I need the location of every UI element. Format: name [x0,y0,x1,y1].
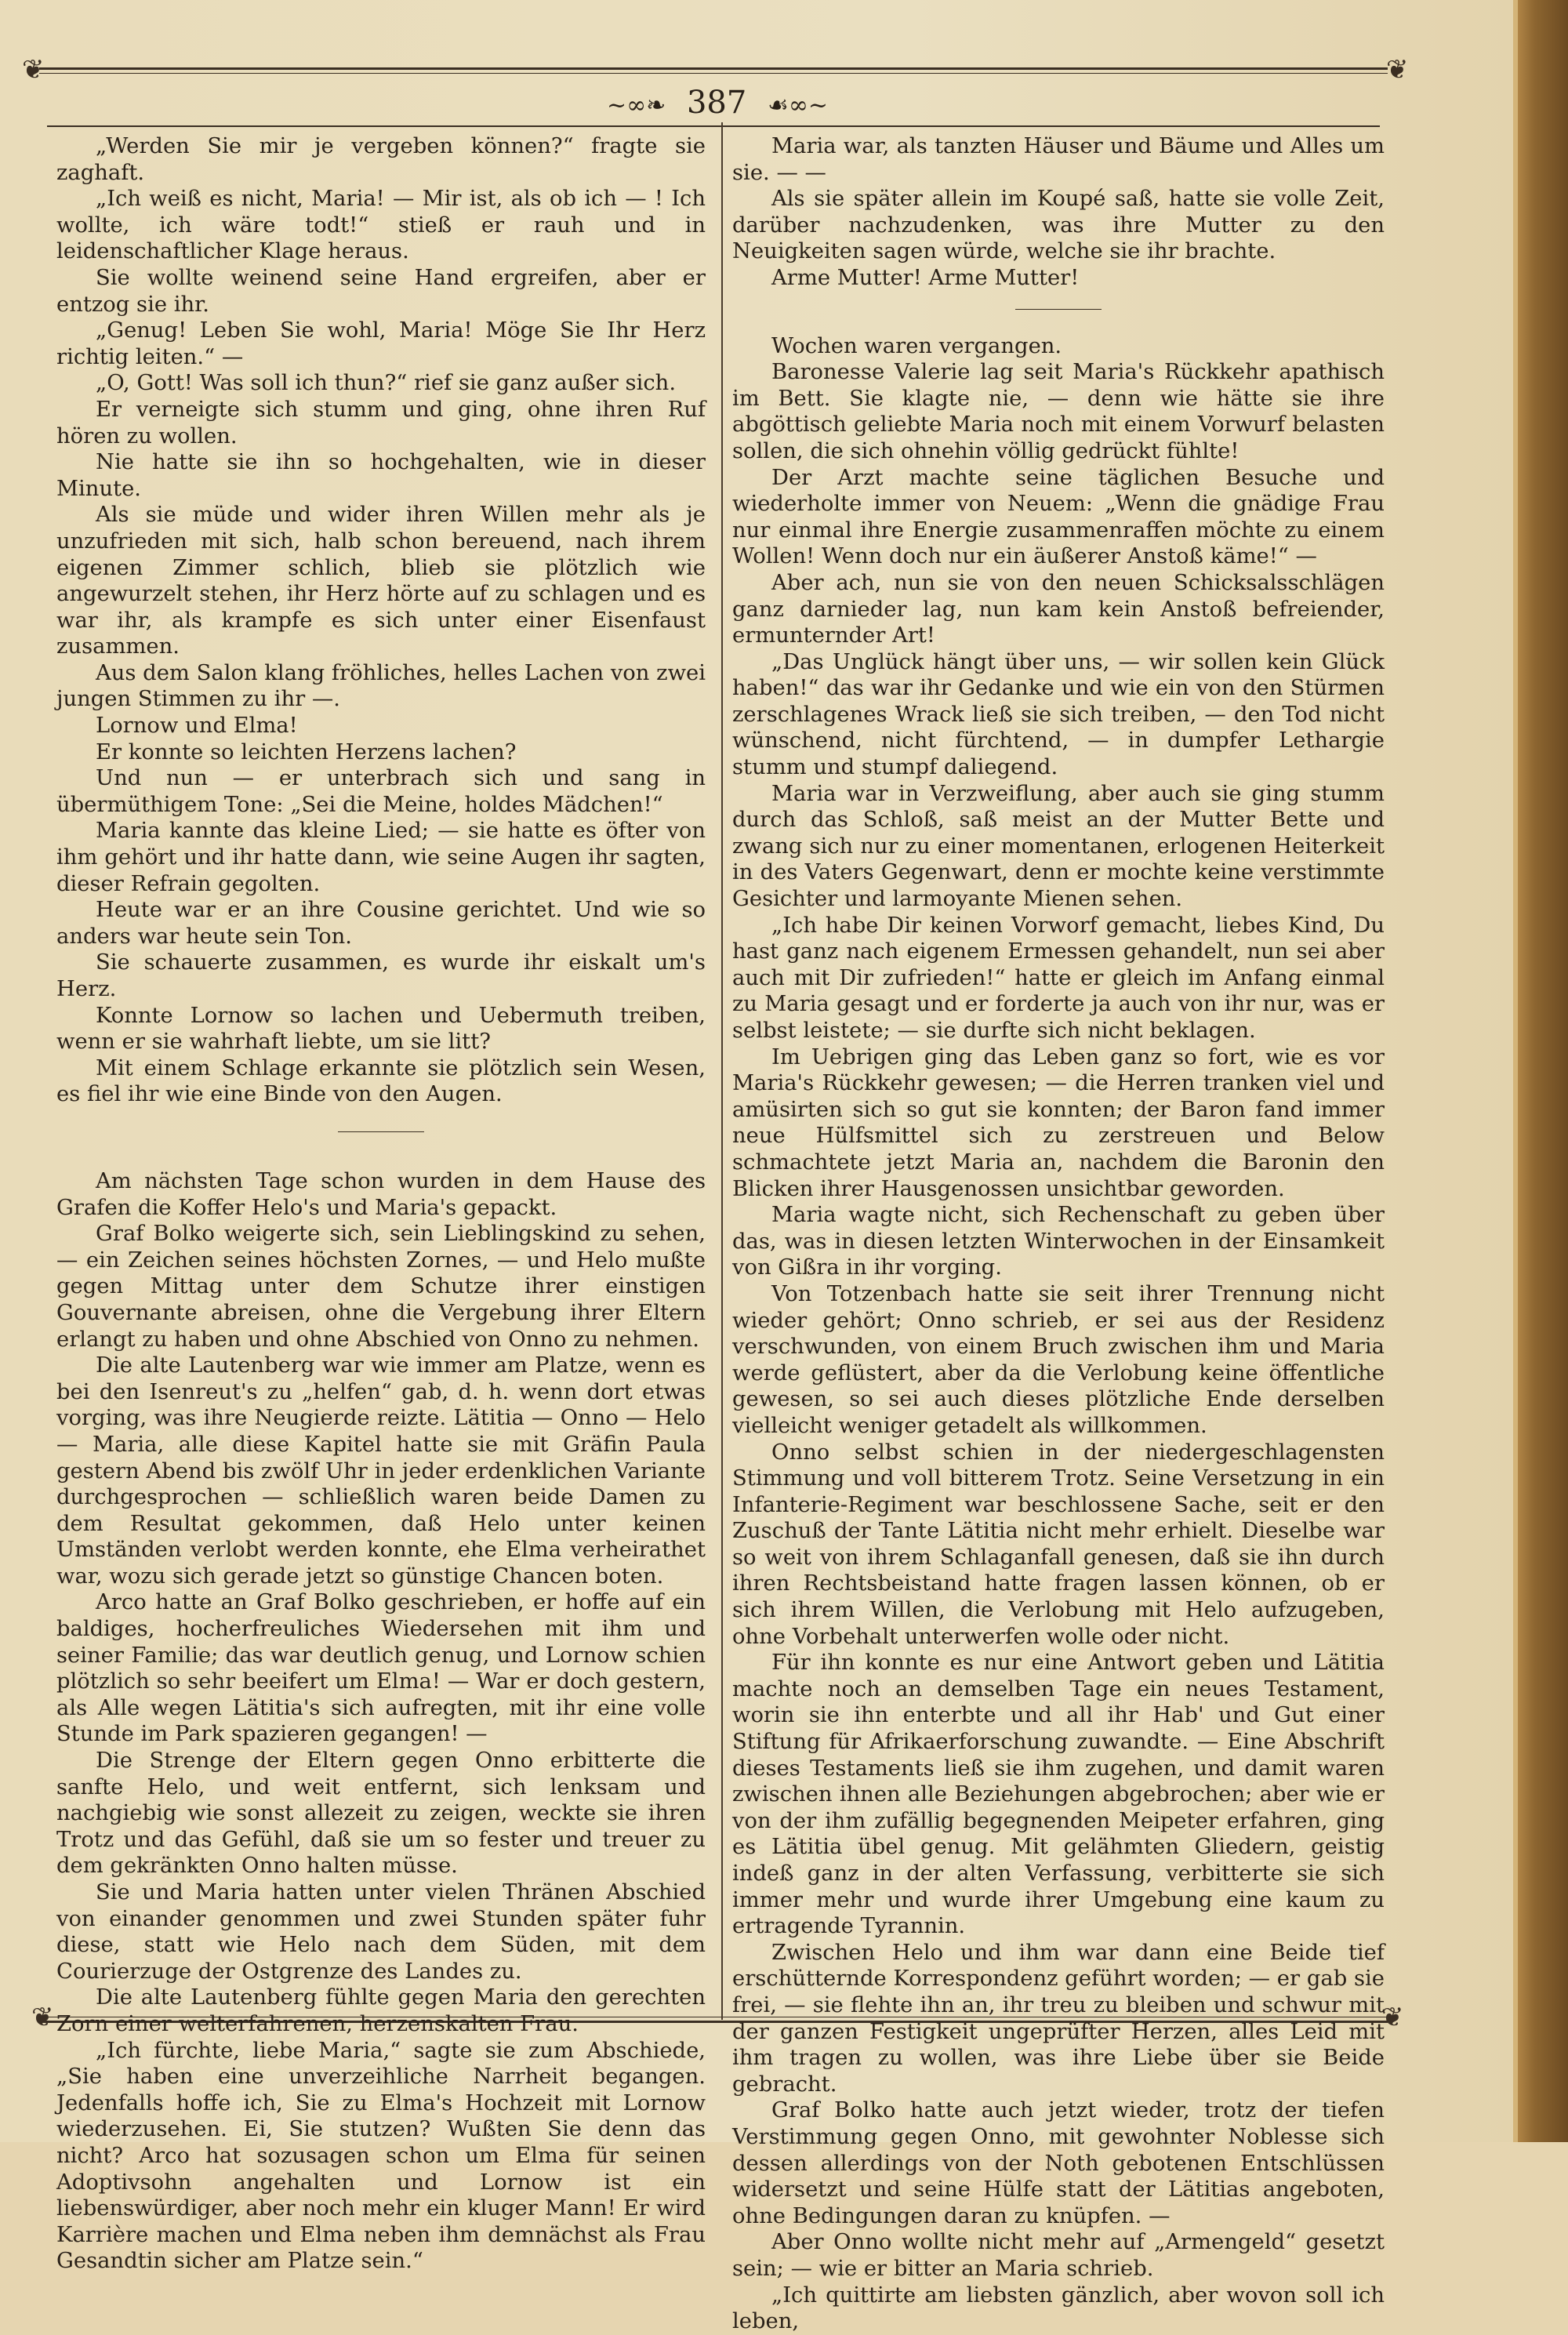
paragraph: Maria war, als tanzten Häuser und Bäume und Alles um sie. — — [732,134,1385,185]
paragraph: Heute war er an ihre Cousine gerichtet. Und wie so anders war heute sein Ton. [56,898,706,949]
paragraph: Als sie später allein im Koupé saß, hatte sie volle Zeit, darüber nachzudenken, was ihre Mutter zu den Neuigkeiten sagen würde, welche sie ihr brachte. [732,187,1385,264]
right-column [732,133,1385,2335]
corner-ornament-icon: ❦ [1386,54,1409,85]
paragraph: Von Totzenbach hatte sie seit ihrer Trennung nicht wieder gehört; Onno schrieb, er sei aus der Residenz verschwunden, von einem Bruch zwischen ihm und Maria werde geflüstert, aber da die Verlobung keine öffentliche gewesen, so sei auch dieses plötzliche Ende derselben vielleicht weniger getadelt als willkommen. [732,1281,1385,1438]
paragraph: Für ihn konnte es nur eine Antwort geben und Lätitia machte noch an demselben Tage ein neues Testament, worin sie ihn enterbte und all ihr Hab' und Gut einer Stiftung für Afrikaerforschung zuwandte. — Eine Abschrift dieses Testaments ließ sie ihm zugehen, und damit waren zwischen ihnen alle Beziehungen abgebrochen; aber wie er von der ihm zufällig begegnenden Meipeter erfahren, ging es Lätitia übel genug. Mit gelähmten Gliedern, geistig indeß ganz in der alten Verfassung, verbitterte sie sich immer mehr und wurde ihrer Umgebung eine kaum zu ertragende Tyrannin. [732,1650,1385,1939]
paragraph: Arco hatte an Graf Bolko geschrieben, er hoffe auf ein baldiges, hocherfreuliches Wiedersehen mit ihm und seiner Familie; das war deutlich genug, und Lornow schien plötzlich so sehr beeifert um Elma! — War er doch gestern, als Alle wegen Lätitia's sich aufregten, mit ihr eine volle Stunde im Park spazieren gegangen! — [56,1590,706,1747]
paragraph: Nie hatte sie ihn so hochgehalten, wie in dieser Minute. [56,450,706,501]
paragraph: Onno selbst schien in der niedergeschlagensten Stimmung und voll bitterem Trotz. Seine Versetzung in ein Infanterie-Regiment war beschlossene Sache, seit er den Zuschuß der Tante Lätitia nicht mehr erhielt. Dieselbe war so weit von ihrem Schlaganfall genesen, daß sie ihn durch ihren Rechtsbeistand hatte fragen lassen können, ob er sich ihrem Willen, die Verlobung mit Helo aufzugeben, ohne Vorbehalt unterwerfen wolle oder nicht. [732,1440,1385,1649]
paragraph: Die alte Lautenberg fühlte gegen Maria den gerechten Zorn einer welterfahrenen, herzenskalten Frau. [56,1985,706,2036]
header-flourish-icon: ~∞❧ [606,91,666,119]
header-flourish-icon: ☙∞~ [768,91,829,119]
paragraph: „Ich weiß es nicht, Maria! — Mir ist, als ob ich — ! Ich wollte, ich wäre todt!“ stieß er rauh und in leidenschaftlicher Klage heraus. [56,187,706,264]
paragraph: Aber Onno wollte nicht mehr auf „Armengeld“ gesetzt sein; — wie er bitter an Maria schrieb. [732,2230,1385,2281]
paragraph: „Genug! Leben Sie wohl, Maria! Möge Sie Ihr Herz richtig leiten.“ — [56,318,706,369]
corner-ornament-icon: ❦ [1381,2002,1404,2033]
paragraph: Graf Bolko weigerte sich, sein Lieblingskind zu sehen, — ein Zeichen seines höchsten Zornes, — und Helo mußte gegen Mittag unter dem Schutze ihrer einstigen Gouvernante abreisen, ohne die Vergebung ihrer Eltern erlangt zu haben und ohne Abschied von Onno zu nehmen. [56,1222,706,1352]
paragraph: Maria kannte das kleine Lied; — sie hatte es öfter von ihm gehört und ihr hatte dann, wie seine Augen ihr sagten, dieser Refrain gegolten. [56,819,706,896]
paragraph: „Werden Sie mir je vergeben können?“ fragte sie zaghaft. [56,134,706,185]
paragraph: Im Uebrigen ging das Leben ganz so fort, wie es vor Maria's Rückkehr gewesen; — die Herren tranken viel und amüsirten sich so gut sie konnten; der Baron fand immer neue Hülfsmittel sich zu zerstreuen und Below schmachtete jetzt Maria an, nachdem die Baronin den Blicken ihrer Hausgenossen unsichtbar geworden. [732,1044,1385,1201]
paragraph: „Ich quittirte am liebsten gänzlich, aber wovon soll ich leben, [732,2282,1385,2334]
paragraph: Maria war in Verzweiflung, aber auch sie ging stumm durch das Schloß, saß meist an der Mutter Bette und zwang sich nur zu einer momentanen, erlogenen Heiterkeit in des Vaters Gegenwart, denn er mochte keine verstimmte Gesichter und larmoyante Mienen sehen. [732,781,1385,912]
paragraph: Als sie müde und wider ihren Willen mehr als je unzufrieden mit sich, halb schon bereuend, nach ihrem eigenen Zimmer schlich, blieb sie plötzlich wie angewurzelt stehen, ihr Herz hörte auf zu schlagen und es war ihr, als krampfe es sich unter einer Eisenfaust zusammen. [56,503,706,659]
column-divider [721,122,723,2020]
paragraph: Sie schauerte zusammen, es wurde ihr eiskalt um's Herz. [56,950,706,1001]
top-border-line-inner [39,73,1388,74]
paragraph: Baronesse Valerie lag seit Maria's Rückkehr apathisch im Bett. Sie klagte nie, — denn wie hätte sie ihre abgöttisch geliebte Maria noch mit einem Vorwurf belasten sollen, die sich ohnehin völlig gedrückt fühlte! [732,360,1385,463]
paragraph: Und nun — er unterbrach sich und sang in übermüthigem Tone: „Sei die Meine, holdes Mädchen!“ [56,766,706,817]
paragraph: Konnte Lornow so lachen und Uebermuth treiben, wenn er sie wahrhaft liebte, um sie litt? [56,1003,706,1055]
corner-ornament-icon: ❦ [22,54,45,85]
section-divider [338,1131,424,1132]
paragraph: Aus dem Salon klang fröhliches, helles Lachen von zwei jungen Stimmen zu ihr —. [56,660,706,712]
page-number: 387 [686,85,747,121]
paragraph: Die alte Lautenberg war wie immer am Platze, wenn es bei den Isenreut's zu „helfen“ gab, d. h. wenn dort etwas vorging, was ihre Neugierde reizte. Lätitia — Onno — Helo — Maria, alle diese Kapitel hatte sie mit Gräfin Paula gestern Abend bis zwölf Uhr in jeder erdenklichen Variante durchgesprochen — schließlich waren beide Damen zu dem Resultat gekommen, daß Helo unter keinen Umständen verlobt werden konnte, ehe Elma verheirathet war, wozu sich gerade jetzt so günstige Chancen boten. [56,1353,706,1589]
paragraph: Sie und Maria hatten unter vielen Thränen Abschied von einander genommen und zwei Stunden später fuhr diese, statt wie Helo nach dem Süden, mit dem Courierzuge der Ostgrenze des Landes zu. [56,1880,706,1984]
paragraph: Sie wollte weinend seine Hand ergreifen, aber er entzog sie ihr. [56,265,706,317]
paragraph: Graf Bolko hatte auch jetzt wieder, trotz der tiefen Verstimmung gegen Onno, mit gewohnter Noblesse sich dessen allerdings von der Noth gebotenen Entschlüssen widersetzt und seine Hülfe statt der Lätitias angeboten, ohne Bedingungen daran zu knüpfen. — [732,2098,1385,2228]
corner-ornament-icon: ❦ [31,2002,54,2033]
page-header [47,85,1388,121]
left-column [56,133,706,2275]
paragraph: Er verneigte sich stumm und ging, ohne ihren Ruf hören zu wollen. [56,397,706,448]
paragraph: Die Strenge der Eltern gegen Onno erbitterte die sanfte Helo, und weit entfernt, sich lenksam und nachgiebig wie sonst allezeit zu zeigen, weckte sie ihren Trotz und das Gefühl, daß sie um so fester und treuer zu dem gekränkten Onno halten müsse. [56,1749,706,1879]
paragraph: „Das Unglück hängt über uns, — wir sollen kein Glück haben!“ das war ihr Gedanke und wie ein von den Stürmen zerschlagenes Wrack ließ sie sich treiben, — den Tod nicht wünschend, nicht fürchtend, — in dumpfer Lethargie stumm und stumpf daliegend. [732,649,1385,780]
paragraph: „Ich fürchte, liebe Maria,“ sagte sie zum Abschiede, „Sie haben eine unverzeihliche Narrheit begangen. Jedenfalls hoffe ich, Sie zu Elma's Hochzeit mit Lornow wiederzusehen. Ei, Sie stutzen? Wußten Sie denn das nicht? Arco hat sozusagen schon um Elma für seinen Adoptivsohn angehalten und Lornow ist ein liebenswürdiger, aber noch mehr ein kluger Mann! Er wird Karrière machen und Elma neben ihm demnächst als Frau Gesandtin sicher am Platze sein.“ [56,2038,706,2274]
book-binding-edge [1513,0,1568,2142]
paragraph: Zwischen Helo und ihm war dann eine Beide tief erschütternde Korrespondenz geführt worden; — er gab sie frei, — sie flehte ihn an, ihr treu zu bleiben und schwur mit der ganzen Festigkeit ungeprüfter Herzen, alles Leid mit ihm tragen zu wollen, was ihre Liebe über sie Beide gebracht. [732,1940,1385,2097]
paragraph: „Ich habe Dir keinen Vorworf gemacht, liebes Kind, Du hast ganz nach eigenem Ermessen gehandelt, nun sei aber auch mit Dir zufrieden!“ hatte er gleich im Anfang einmal zu Maria gesagt und er forderte ja auch von ihr nur, was er selbst leistete; — sie durfte sich nicht beklagen. [732,913,1385,1043]
section-divider [1015,309,1102,310]
paragraph: Wochen waren vergangen. [771,333,1062,358]
paragraph: Maria wagte nicht, sich Rechenschaft zu geben über das, was in diesen letzten Winterwochen in der Einsamkeit von Gißra in ihr vorging. [732,1203,1385,1280]
paragraph: Am nächsten Tage schon wurden in dem Hause des Grafen die Koffer Helo's und Maria's gepackt. [56,1168,706,1220]
paragraph: Lornow und Elma! [96,714,298,739]
header-underline [47,125,1380,127]
paragraph: Aber ach, nun sie von den neuen Schicksalsschlägen ganz darnieder lag, nun kam kein Anstoß befreiender, ermunternder Art! [732,570,1385,648]
paragraph: Mit einem Schlage erkannte sie plötzlich sein Wesen, es fiel ihr wie eine Binde von den Augen. [56,1055,706,1107]
paragraph: Arme Mutter! Arme Mutter! [771,265,1080,290]
top-border-line [39,67,1388,70]
paragraph: „O, Gott! Was soll ich thun?“ rief sie ganz außer sich. [96,371,677,396]
paragraph: Der Arzt machte seine täglichen Besuche und wiederholte immer von Neuem: „Wenn die gnädige Frau nur einmal ihre Energie zusammenraffen möchte zu einem Wollen! Wenn doch nur ein äußerer Anstoß käme!“ — [732,465,1385,569]
paragraph: Er konnte so leichten Herzens lachen? [96,739,517,764]
